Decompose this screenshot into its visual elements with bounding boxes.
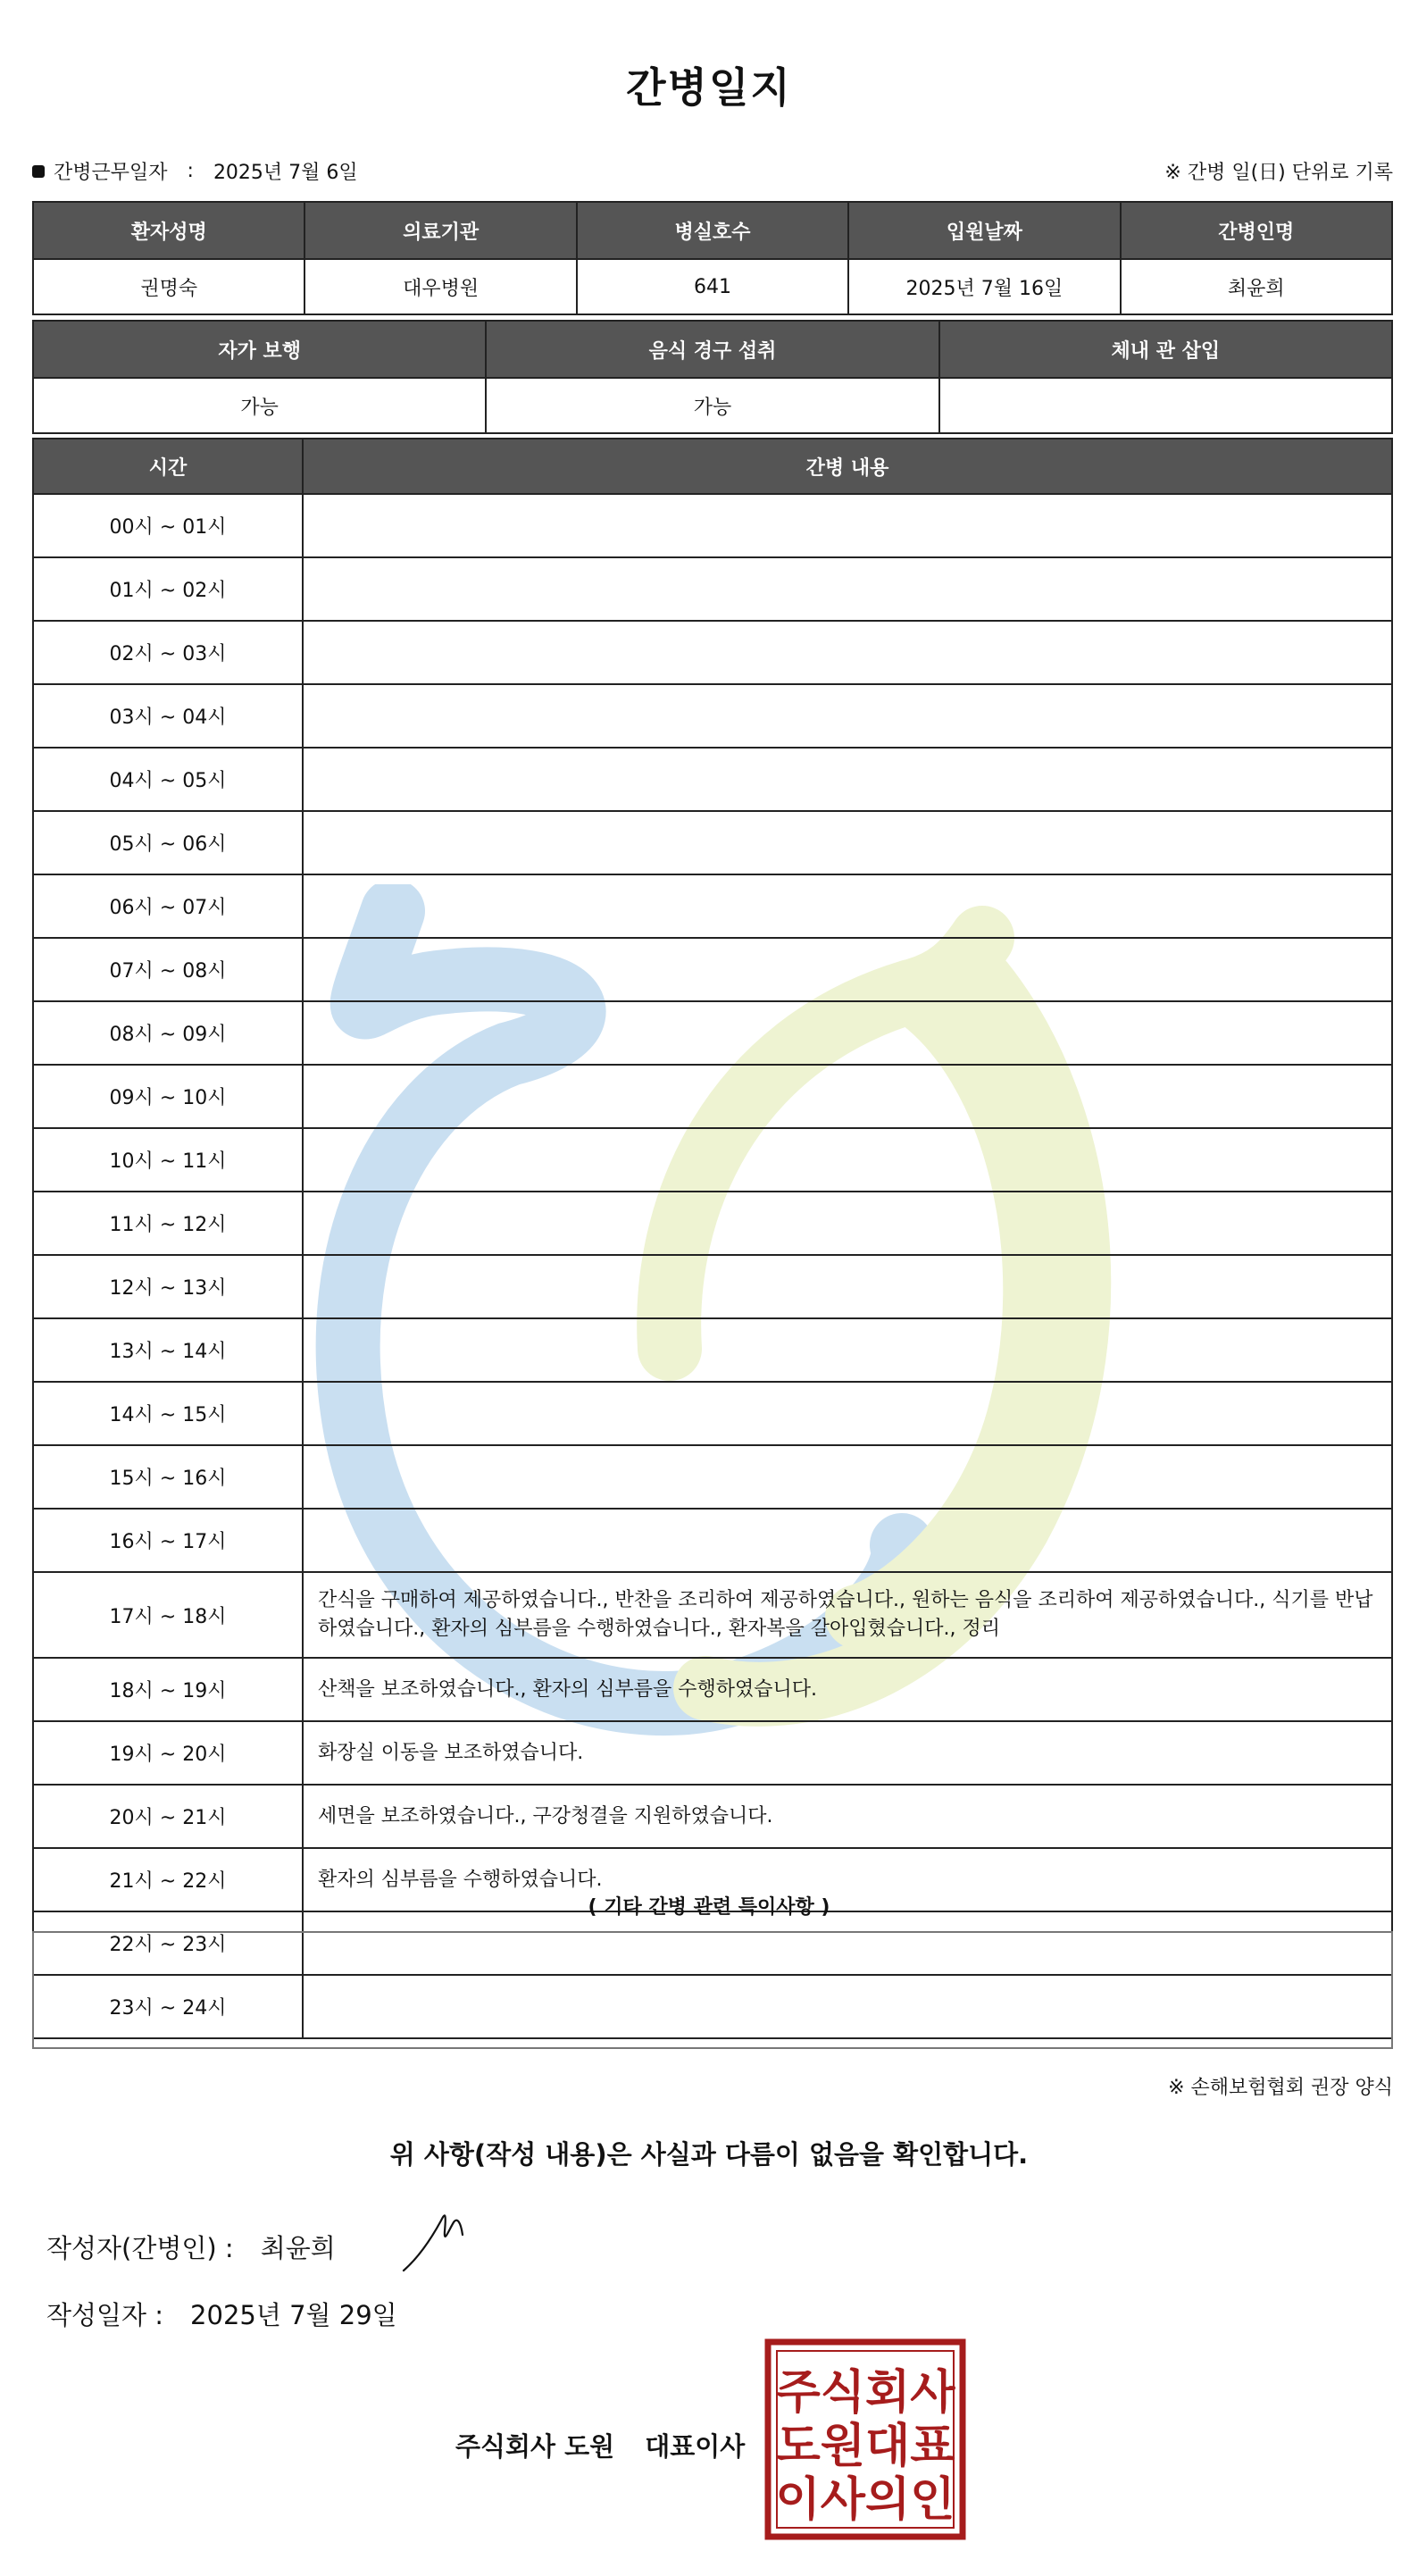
care-log-time: 13시 ~ 14시 xyxy=(33,1318,303,1382)
oral-intake-value: 가능 xyxy=(486,378,938,433)
admission-date: 2025년 7월 16일 xyxy=(848,259,1120,314)
care-log-table xyxy=(32,438,1393,2039)
tube-insertion-value xyxy=(939,378,1392,433)
work-date-value: 2025년 7월 6일 xyxy=(213,162,358,184)
company-name: 주식회사 도원 xyxy=(455,2431,615,2462)
care-log-row xyxy=(33,494,1392,557)
care-log-row xyxy=(33,1658,1392,1721)
care-log-content: 간식을 구매하여 제공하였습니다., 반찬을 조리하여 제공하였습니다., 원하는 음식을 조리하여 제공하였습니다., 식기를 반납하였습니다., 환자의 심부름을 수행하였습니다., 환자복을 갈아입혔습니다., 정리 xyxy=(303,1572,1392,1658)
written-date-row xyxy=(46,2296,397,2332)
care-log-content: 산책을 보조하였습니다., 환자의 심부름을 수행하였습니다. xyxy=(303,1658,1392,1721)
header-room-number: 병실호수 xyxy=(577,202,848,259)
care-log-time: 04시 ~ 05시 xyxy=(33,748,303,811)
care-log-time: 19시 ~ 20시 xyxy=(33,1721,303,1785)
care-log-time: 12시 ~ 13시 xyxy=(33,1255,303,1318)
care-log-content xyxy=(303,938,1392,1001)
care-log-time: 11시 ~ 12시 xyxy=(33,1192,303,1255)
document-title: 간병일지 xyxy=(626,63,792,112)
care-log-content xyxy=(303,1192,1392,1255)
care-log-row xyxy=(33,1128,1392,1192)
care-log-time: 22시 ~ 23시 xyxy=(33,1911,303,1975)
caregiver-name: 최윤희 xyxy=(1121,259,1392,314)
care-log-row xyxy=(33,1318,1392,1382)
daily-record-note: ※ 간병 일(日) 단위로 기록 xyxy=(1164,162,1393,184)
care-log-row xyxy=(33,1192,1392,1255)
remarks-box xyxy=(32,1931,1393,2049)
remarks-title: ( 기타 간병 관련 특이사항 ) xyxy=(588,1896,830,1919)
care-log-content xyxy=(303,1445,1392,1509)
confirmation-statement: 위 사항(작성 내용)은 사실과 다름이 없음을 확인합니다. xyxy=(389,2139,1029,2170)
care-log-content xyxy=(303,748,1392,811)
seal-line-3: 이사의인 xyxy=(775,2473,955,2527)
writer-row xyxy=(46,2229,336,2265)
care-log-time: 08시 ~ 09시 xyxy=(33,1001,303,1065)
care-log-content xyxy=(303,1065,1392,1128)
header-hospital: 의료기관 xyxy=(304,202,576,259)
room-number: 641 xyxy=(577,259,848,314)
seal-line-1: 주식회사 xyxy=(775,2366,955,2420)
care-log-row xyxy=(33,748,1392,811)
header-caregiver-name: 간병인명 xyxy=(1121,202,1392,259)
company-signature-line xyxy=(455,2427,745,2463)
care-log-time: 14시 ~ 15시 xyxy=(33,1382,303,1445)
care-log-time: 01시 ~ 02시 xyxy=(33,557,303,621)
company-role: 대표이사 xyxy=(645,2431,746,2462)
care-log-content xyxy=(303,811,1392,874)
care-log-row xyxy=(33,1445,1392,1509)
work-date-row xyxy=(32,157,1393,188)
care-log-row xyxy=(33,1572,1392,1658)
care-log-time: 18시 ~ 19시 xyxy=(33,1658,303,1721)
care-log-content: 화장실 이동을 보조하였습니다. xyxy=(303,1721,1392,1785)
work-date-group xyxy=(32,157,358,185)
care-log-time: 23시 ~ 24시 xyxy=(33,1975,303,2038)
care-log-row xyxy=(33,1065,1392,1128)
patient-info-table xyxy=(32,201,1393,315)
care-log-content xyxy=(303,1128,1392,1192)
header-care-content: 간병 내용 xyxy=(303,439,1392,494)
square-bullet-icon xyxy=(32,165,45,178)
care-log-time: 02시 ~ 03시 xyxy=(33,621,303,684)
care-log-content xyxy=(303,684,1392,748)
writer-name: 최윤희 xyxy=(260,2233,336,2263)
header-patient-name: 환자성명 xyxy=(33,202,304,259)
care-log-time: 03시 ~ 04시 xyxy=(33,684,303,748)
work-date-separator: : xyxy=(187,160,194,182)
handwritten-signature xyxy=(400,2204,489,2276)
care-log-row xyxy=(33,621,1392,684)
care-log-time: 17시 ~ 18시 xyxy=(33,1572,303,1658)
care-log-row xyxy=(33,557,1392,621)
written-date-value: 2025년 7월 29일 xyxy=(190,2300,397,2330)
seal-line-2: 도원대표 xyxy=(775,2420,955,2473)
self-walking-value: 가능 xyxy=(33,378,486,433)
care-log-content xyxy=(303,621,1392,684)
care-log-time: 16시 ~ 17시 xyxy=(33,1509,303,1572)
care-log-row xyxy=(33,1509,1392,1572)
care-log-content xyxy=(303,874,1392,938)
company-seal-stamp xyxy=(764,2338,966,2540)
care-log-row xyxy=(33,874,1392,938)
care-log-content xyxy=(303,557,1392,621)
care-log-content xyxy=(303,1382,1392,1445)
writer-label: 작성자(간병인) : xyxy=(46,2233,234,2263)
care-log-row xyxy=(33,938,1392,1001)
work-date-label: 간병근무일자 xyxy=(54,162,168,184)
care-log-content: 세면을 보조하였습니다., 구강청결을 지원하였습니다. xyxy=(303,1785,1392,1848)
care-log-content xyxy=(303,1509,1392,1572)
care-log-row xyxy=(33,811,1392,874)
written-date-label: 작성일자 : xyxy=(46,2300,164,2330)
header-self-walking: 자가 보행 xyxy=(33,321,486,378)
care-log-time: 09시 ~ 10시 xyxy=(33,1065,303,1128)
header-tube-insertion: 체내 관 삽입 xyxy=(939,321,1392,378)
hospital-name: 대우병원 xyxy=(304,259,576,314)
care-log-time: 21시 ~ 22시 xyxy=(33,1848,303,1911)
care-log-row xyxy=(33,1785,1392,1848)
care-log-row xyxy=(33,1382,1392,1445)
care-log-time: 15시 ~ 16시 xyxy=(33,1445,303,1509)
recommended-form-note: ※ 손해보험협회 권장 양식 xyxy=(1168,2077,1393,2099)
care-log-time: 07시 ~ 08시 xyxy=(33,938,303,1001)
care-log-time: 00시 ~ 01시 xyxy=(33,494,303,557)
care-log-row xyxy=(33,684,1392,748)
care-log-content xyxy=(303,1001,1392,1065)
care-log-content xyxy=(303,1318,1392,1382)
care-log-time: 05시 ~ 06시 xyxy=(33,811,303,874)
care-log-row xyxy=(33,1001,1392,1065)
header-oral-intake: 음식 경구 섭취 xyxy=(486,321,938,378)
care-log-content xyxy=(303,1255,1392,1318)
care-log-time: 06시 ~ 07시 xyxy=(33,874,303,938)
header-time: 시간 xyxy=(33,439,303,494)
care-log-content: 환자의 심부름을 수행하였습니다. xyxy=(303,1848,1392,1911)
patient-ability-table xyxy=(32,320,1393,434)
care-log-row xyxy=(33,1721,1392,1785)
patient-name: 권명숙 xyxy=(33,259,304,314)
care-log-row xyxy=(33,1255,1392,1318)
care-log-content xyxy=(303,494,1392,557)
care-log-time: 10시 ~ 11시 xyxy=(33,1128,303,1192)
care-log-time: 20시 ~ 21시 xyxy=(33,1785,303,1848)
header-admission-date: 입원날짜 xyxy=(848,202,1120,259)
